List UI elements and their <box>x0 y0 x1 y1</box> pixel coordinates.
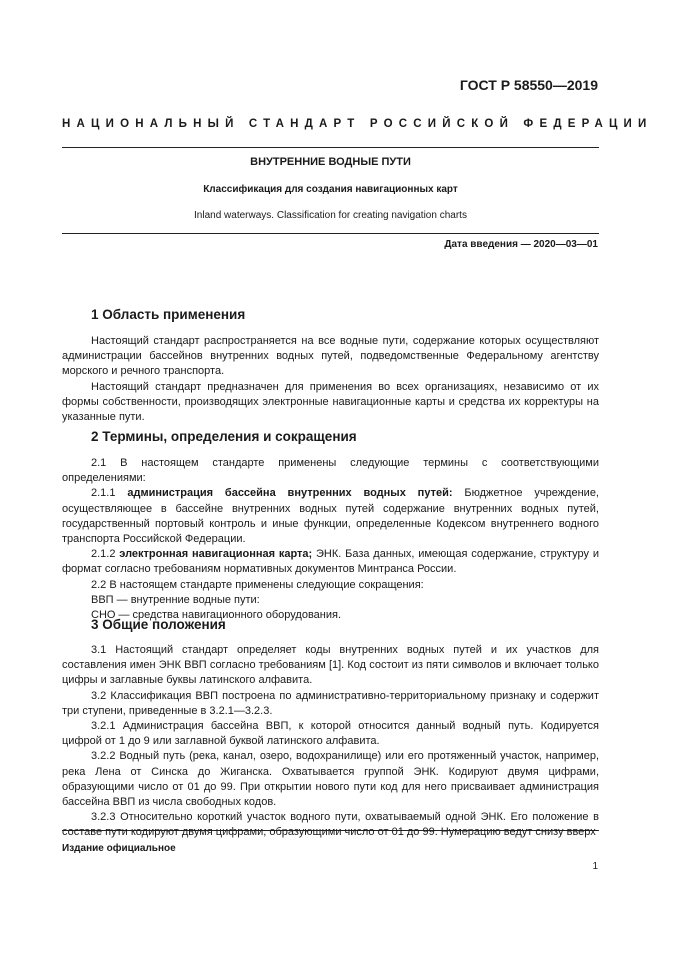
term: администрация бассейна внутренних водных путей: <box>127 487 453 500</box>
section-2-heading: 2 Термины, определения и сокращения <box>91 429 357 444</box>
document-subtitle: Классификация для создания навигационных карт <box>203 184 458 195</box>
section-3-paragraph: 3.2.1 Администрация бассейна ВВП, к которой относится данный водный путь. Кодируется цифрой от 1 до 9 или заглавной буквой латинского алфавита. <box>62 720 599 748</box>
section-2-paragraph: 2.2 В настоящем стандарте применены следующие сокращения: <box>91 578 424 591</box>
section-1-body <box>62 334 599 425</box>
document-title: ВНУТРЕННИЕ ВОДНЫЕ ПУТИ <box>250 156 411 168</box>
gost-number: ГОСТ Р 58550—2019 <box>459 77 598 93</box>
definition: Бюджетное учреждение, осуществляющее в бассейне внутренних водных путей содержание внутренних водных путей, государственный портовый контроль и иные функции, определенные Кодексом внутреннего водного транспорта Российской Федерации. <box>62 487 599 546</box>
term-definition <box>62 547 599 577</box>
definition: ЭНК. База данных, имеющая содержание, структуру и формат согласно требованиям нормативных документов Минтранса России. <box>62 548 599 576</box>
english-title: Inland waterways. Classification for creating navigation charts <box>194 210 467 221</box>
title-divider <box>62 233 599 234</box>
official-edition-label: Издание официальное <box>62 843 176 854</box>
term-definition <box>62 486 599 547</box>
section-3-paragraph: 3.2 Классификация ВВП построена по административно-территориальному признаку и содержит три ступени, приведенные в 3.2.1—3.2.3. <box>62 689 599 717</box>
national-standard-banner: НАЦИОНАЛЬНЫЙ СТАНДАРТ РОССИЙСКОЙ ФЕДЕРАЦИИ <box>62 118 653 130</box>
section-2-body <box>62 456 599 623</box>
section-3-heading: 3 Общие положения <box>91 617 226 632</box>
section-1-heading: 1 Область применения <box>91 307 246 322</box>
term-number: 2.1.1 <box>91 487 128 500</box>
page-number: 1 <box>592 861 598 872</box>
section-2-paragraph: 2.1 В настоящем стандарте применены следующие термины с соответствующими определениями: <box>62 457 599 485</box>
introduction-date: Дата введения — 2020—03—01 <box>444 239 598 250</box>
term-number: 2.1.2 <box>91 548 120 561</box>
term: электронная навигационная карта; <box>119 548 313 561</box>
abbreviation: СНО — средства навигационного оборудования. <box>91 609 342 622</box>
section-3-paragraph: 3.2.3 Относительно короткий участок водного пути, охватываемый одной ЭНК. Его положение в составе пути кодируют двумя цифрами, образующими число от 01 до 99. Нумерацию ведут снизу вверх <box>62 811 599 839</box>
footer-divider <box>62 830 599 831</box>
section-1-paragraph: Настоящий стандарт распространяется на все водные пути, содержание которых осуществляют администрации бассейнов внутренних водных путей, подведомственные Федеральному агентству морского и речного транспорта. <box>62 335 599 378</box>
section-3-paragraph: 3.2.2 Водный путь (река, канал, озеро, водохранилище) или его протяженный участок, например, река Лена от Синска до Жиганска. Охватывается группой ЭНК. Кодируют двумя цифрами, образующими число от 01 до 99. При открытии нового пути код для него присваивает администрация бассейна ВВП из числа свободных кодов. <box>62 750 599 809</box>
section-1-paragraph: Настоящий стандарт предназначен для применения во всех организациях, независимо от их формы собственности, производящих электронные навигационные карты и средства их корректуры на указанные пути. <box>62 380 599 424</box>
section-3-body <box>62 643 599 841</box>
abbreviation: ВВП — внутренние водные пути: <box>91 593 260 606</box>
top-divider <box>62 147 599 148</box>
section-3-paragraph: 3.1 Настоящий стандарт определяет коды внутренних водных путей и их участков для составления имен ЭНК ВВП согласно требованиям [1]. Код состоит из пяти символов и включает только цифры и заглавные буквы латинского алфавита. <box>62 644 599 687</box>
